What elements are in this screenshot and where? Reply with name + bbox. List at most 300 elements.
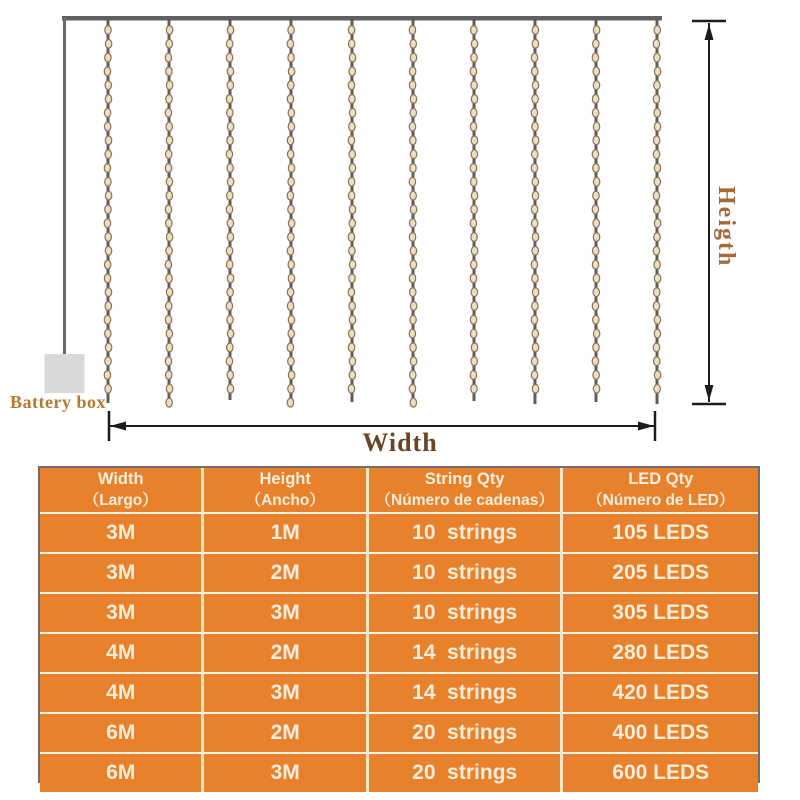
led-bead: [531, 219, 537, 228]
led-bead: [410, 398, 416, 407]
led-bead: [105, 39, 111, 48]
led-bead: [592, 302, 598, 311]
led-bead: [654, 205, 660, 214]
led-bead: [105, 205, 111, 214]
spec-cell: 205 LEDS: [562, 553, 758, 593]
led-bead: [287, 39, 293, 48]
led-bead: [226, 150, 232, 159]
led-bead: [654, 274, 660, 283]
led-bead: [592, 108, 598, 117]
led-bead: [348, 384, 354, 393]
led-bead: [531, 260, 537, 269]
led-bead: [654, 357, 660, 366]
led-bead: [532, 191, 538, 200]
led-bead: [166, 233, 172, 242]
led-bead: [531, 357, 537, 366]
spec-cell: 3M: [203, 593, 367, 633]
spec-row: [40, 633, 758, 673]
led-bead: [166, 288, 172, 297]
led-bead: [593, 329, 599, 338]
spec-table-grid: [40, 468, 758, 792]
led-bead: [348, 329, 354, 338]
led-bead: [593, 384, 599, 393]
spec-row: [40, 593, 758, 633]
spec-cell: 400 LEDS: [562, 713, 758, 753]
spec-cell: 6M: [40, 713, 203, 753]
led-bead: [654, 26, 660, 35]
led-bead: [592, 260, 598, 269]
led-bead: [105, 53, 111, 62]
led-bead: [593, 81, 599, 90]
led-bead: [166, 191, 172, 200]
led-bead: [410, 246, 416, 255]
led-bead: [471, 191, 477, 200]
led-bead: [105, 26, 111, 35]
led-bead: [227, 164, 233, 173]
led-bead: [654, 384, 660, 393]
led-bead: [227, 288, 233, 297]
led-bead: [227, 26, 233, 35]
led-bead: [348, 233, 354, 242]
led-bead: [165, 150, 171, 159]
led-bead: [166, 39, 172, 48]
led-bead: [165, 315, 171, 324]
led-bead: [226, 357, 232, 366]
led-bead: [470, 315, 476, 324]
led-bead: [226, 39, 232, 48]
col-header-string-qty-en: String Qty: [424, 469, 505, 488]
led-bead: [532, 122, 538, 131]
spec-cell: 1M: [203, 513, 367, 553]
led-bead: [653, 136, 659, 145]
col-header-string-qty-es: （Número de cadenas）: [375, 491, 554, 509]
led-bead: [410, 343, 416, 352]
led-bead: [593, 315, 599, 324]
spec-row: [40, 753, 758, 792]
led-bead: [227, 219, 233, 228]
led-bead: [287, 246, 293, 255]
led-bead: [227, 274, 233, 283]
spec-cell: 105 LEDS: [562, 513, 758, 553]
led-bead: [653, 191, 659, 200]
led-bead: [471, 302, 477, 311]
led-bead: [104, 122, 110, 131]
led-bead: [593, 177, 599, 186]
led-bead: [287, 302, 293, 311]
spec-cell: 20 strings: [367, 753, 562, 792]
led-bead: [592, 53, 598, 62]
led-bead: [349, 260, 355, 269]
led-bead: [409, 26, 415, 35]
led-bead: [349, 246, 355, 255]
led-bead: [165, 108, 171, 117]
led-bead: [105, 177, 111, 186]
spec-cell: 2M: [203, 713, 367, 753]
width-label: Width: [362, 428, 438, 457]
led-bead: [104, 108, 110, 117]
led-bead: [410, 260, 416, 269]
led-bead: [227, 191, 233, 200]
led-bead: [653, 150, 659, 159]
led-bead: [227, 233, 233, 242]
led-bead: [471, 233, 477, 242]
led-bead: [471, 246, 477, 255]
led-bead: [349, 67, 355, 76]
led-bead: [288, 108, 294, 117]
led-bead: [471, 81, 477, 90]
battery-box-label: Battery box: [10, 392, 106, 412]
led-bead: [532, 177, 538, 186]
led-bead: [410, 357, 416, 366]
spec-row: [40, 673, 758, 713]
led-bead: [593, 136, 599, 145]
led-bead: [165, 205, 171, 214]
led-bead: [654, 122, 660, 131]
led-bead: [654, 81, 660, 90]
led-bead: [410, 108, 416, 117]
led-bead: [226, 246, 232, 255]
led-bead: [593, 288, 599, 297]
led-bead: [593, 233, 599, 242]
led-bead: [593, 274, 599, 283]
col-header-string-qty: [367, 468, 562, 513]
led-bead: [593, 219, 599, 228]
led-bead: [532, 246, 538, 255]
led-bead: [348, 81, 354, 90]
col-header-led-qty-en: LED Qty: [628, 469, 694, 488]
led-bead: [470, 122, 476, 131]
led-bead: [349, 274, 355, 283]
led-bead: [471, 288, 477, 297]
led-bead: [227, 67, 233, 76]
spec-cell: 3M: [40, 513, 203, 553]
led-strings: [104, 20, 661, 407]
spec-cell: 305 LEDS: [562, 593, 758, 633]
led-bead: [531, 108, 537, 117]
led-bead: [532, 81, 538, 90]
led-bead: [227, 329, 233, 338]
led-bead: [470, 274, 476, 283]
led-bead: [165, 53, 171, 62]
led-bead: [104, 67, 110, 76]
led-bead: [654, 177, 660, 186]
led-bead: [349, 122, 355, 131]
led-bead: [470, 67, 476, 76]
led-bead: [288, 177, 294, 186]
led-bead: [653, 302, 659, 311]
led-bead: [471, 53, 477, 62]
led-bead: [409, 219, 415, 228]
led-bead: [349, 53, 355, 62]
led-bead: [227, 81, 233, 90]
led-bead: [592, 95, 598, 104]
led-bead: [288, 26, 294, 35]
led-bead: [532, 39, 538, 48]
led-bead: [654, 329, 660, 338]
led-bead: [105, 136, 111, 145]
led-bead: [410, 53, 416, 62]
led-bead: [105, 329, 111, 338]
led-bead: [105, 95, 111, 104]
led-bead: [471, 108, 477, 117]
led-bead: [349, 357, 355, 366]
led-bead: [471, 95, 477, 104]
led-bead: [531, 205, 537, 214]
led-bead: [165, 164, 171, 173]
led-bead: [532, 343, 538, 352]
led-bead: [288, 233, 294, 242]
led-bead: [288, 164, 294, 173]
led-bead: [105, 191, 111, 200]
led-bead: [166, 95, 172, 104]
spec-cell: 14 strings: [367, 673, 562, 713]
spec-cell: 4M: [40, 673, 203, 713]
spec-cell: 6M: [40, 753, 203, 792]
spec-cell: 4M: [40, 633, 203, 673]
spec-cell: 3M: [203, 673, 367, 713]
led-bead: [287, 150, 293, 159]
led-bead: [593, 164, 599, 173]
led-bead: [410, 205, 416, 214]
led-bead: [532, 288, 538, 297]
led-bead: [531, 164, 537, 173]
led-bead: [654, 219, 660, 228]
led-bead: [166, 136, 172, 145]
led-bead: [593, 371, 599, 380]
led-bead: [348, 343, 354, 352]
led-bead: [532, 233, 538, 242]
led-bead: [410, 136, 416, 145]
led-bead: [104, 164, 110, 173]
led-bead: [288, 384, 294, 393]
led-bead: [470, 329, 476, 338]
led-bead: [226, 205, 232, 214]
led-bead: [593, 67, 599, 76]
led-bead: [593, 343, 599, 352]
led-bead: [349, 219, 355, 228]
led-bead: [349, 315, 355, 324]
led-bead: [410, 371, 416, 380]
led-bead: [287, 191, 293, 200]
spec-cell: 420 LEDS: [562, 673, 758, 713]
led-bead: [654, 108, 660, 117]
led-bead: [532, 384, 538, 393]
spec-cell: 3M: [203, 753, 367, 792]
led-bead: [653, 39, 659, 48]
led-bead: [348, 288, 354, 297]
led-bead: [288, 53, 294, 62]
led-bead: [531, 315, 537, 324]
led-bead: [410, 315, 416, 324]
led-bead: [471, 150, 477, 159]
led-bead: [409, 274, 415, 283]
spec-cell: 10 strings: [367, 593, 562, 633]
height-label: Heigth: [713, 186, 739, 268]
col-header-width: [40, 468, 203, 513]
led-bead: [166, 177, 172, 186]
led-bead: [410, 150, 416, 159]
led-bead: [471, 26, 477, 35]
led-bead: [410, 302, 416, 311]
led-bead: [654, 260, 660, 269]
led-bead: [227, 108, 233, 117]
led-bead: [226, 53, 232, 62]
led-bead: [227, 122, 233, 131]
col-header-height-en: Height: [259, 469, 311, 488]
led-bead: [532, 329, 538, 338]
led-bead: [593, 39, 599, 48]
led-bead: [348, 136, 354, 145]
led-bead: [105, 302, 111, 311]
led-bead: [104, 219, 110, 228]
led-bead: [532, 302, 538, 311]
led-bead: [471, 260, 477, 269]
led-bead: [654, 164, 660, 173]
led-bead: [166, 343, 172, 352]
spec-cell: 3M: [40, 553, 203, 593]
led-bead: [227, 384, 233, 393]
led-bead: [227, 260, 233, 269]
spec-cell: 280 LEDS: [562, 633, 758, 673]
led-bead: [105, 343, 111, 352]
led-bead: [288, 67, 294, 76]
led-bead: [288, 371, 294, 380]
led-bead: [654, 53, 660, 62]
led-bead: [227, 177, 233, 186]
led-bead: [104, 315, 110, 324]
col-header-width-es: （Largo）: [83, 491, 158, 509]
led-bead: [349, 95, 355, 104]
led-bead: [532, 274, 538, 283]
led-bead: [409, 81, 415, 90]
led-bead: [409, 122, 415, 131]
led-bead: [288, 81, 294, 90]
led-bead: [288, 205, 294, 214]
led-bead: [348, 177, 354, 186]
led-bead: [227, 343, 233, 352]
led-bead: [532, 26, 538, 35]
led-bead: [349, 108, 355, 117]
top-wire: [62, 16, 662, 21]
led-bead: [654, 67, 660, 76]
led-bead: [470, 219, 476, 228]
led-bead: [105, 246, 111, 255]
led-bead: [592, 357, 598, 366]
led-bead: [227, 371, 233, 380]
led-bead: [166, 329, 172, 338]
led-bead: [471, 205, 477, 214]
led-bead: [165, 357, 171, 366]
led-bead: [166, 302, 172, 311]
spec-cell: 2M: [203, 633, 367, 673]
led-bead: [348, 191, 354, 200]
led-bead: [104, 371, 110, 380]
led-bead: [592, 246, 598, 255]
led-bead: [410, 288, 416, 297]
battery-box: [45, 354, 85, 393]
spec-row: [40, 553, 758, 593]
led-bead: [288, 274, 294, 283]
led-bead: [287, 398, 293, 407]
led-bead: [654, 315, 660, 324]
spec-cell: 20 strings: [367, 713, 562, 753]
led-bead: [288, 315, 294, 324]
spec-cell: 2M: [203, 553, 367, 593]
led-bead: [104, 260, 110, 269]
led-bead: [166, 219, 172, 228]
col-header-height: [203, 468, 367, 513]
header-row: [40, 468, 758, 513]
led-bead: [409, 233, 415, 242]
col-header-led-qty-es: （Número de LED）: [587, 491, 735, 509]
led-bead: [287, 95, 293, 104]
led-bead: [471, 384, 477, 393]
led-bead: [531, 53, 537, 62]
led-bead: [410, 95, 416, 104]
led-bead: [592, 205, 598, 214]
led-bead: [105, 288, 111, 297]
led-bead: [471, 136, 477, 145]
led-bead: [409, 384, 415, 393]
led-bead: [166, 246, 172, 255]
led-bead: [105, 150, 111, 159]
led-bead: [532, 136, 538, 145]
led-bead: [227, 136, 233, 145]
spec-cell: 10 strings: [367, 513, 562, 553]
led-bead: [409, 329, 415, 338]
led-bead: [592, 150, 598, 159]
spec-cell: 600 LEDS: [562, 753, 758, 792]
led-bead: [105, 357, 111, 366]
led-bead: [532, 67, 538, 76]
led-bead: [653, 95, 659, 104]
spec-row: [40, 713, 758, 753]
led-bead: [470, 164, 476, 173]
led-bead: [532, 150, 538, 159]
led-bead: [105, 81, 111, 90]
led-bead: [349, 371, 355, 380]
led-bead: [654, 233, 660, 242]
led-bead: [409, 67, 415, 76]
led-bead: [166, 371, 172, 380]
led-bead: [226, 302, 232, 311]
led-bead: [410, 191, 416, 200]
led-bead: [349, 205, 355, 214]
led-bead: [593, 191, 599, 200]
led-bead: [409, 177, 415, 186]
led-bead: [471, 357, 477, 366]
col-header-height-es: （Ancho）: [245, 491, 325, 509]
led-bead: [349, 302, 355, 311]
led-bead: [288, 357, 294, 366]
led-bead: [348, 26, 354, 35]
led-bead: [287, 136, 293, 145]
led-bead: [349, 150, 355, 159]
led-bead: [410, 164, 416, 173]
led-bead: [348, 39, 354, 48]
led-bead: [410, 39, 416, 48]
led-bead: [654, 288, 660, 297]
led-bead: [471, 39, 477, 48]
led-bead: [288, 219, 294, 228]
led-bead: [349, 164, 355, 173]
led-bead: [166, 122, 172, 131]
col-header-width-en: Width: [97, 469, 144, 488]
led-bead: [288, 260, 294, 269]
col-header-led-qty: [562, 468, 758, 513]
led-bead: [287, 343, 293, 352]
spec-cell: 14 strings: [367, 633, 562, 673]
